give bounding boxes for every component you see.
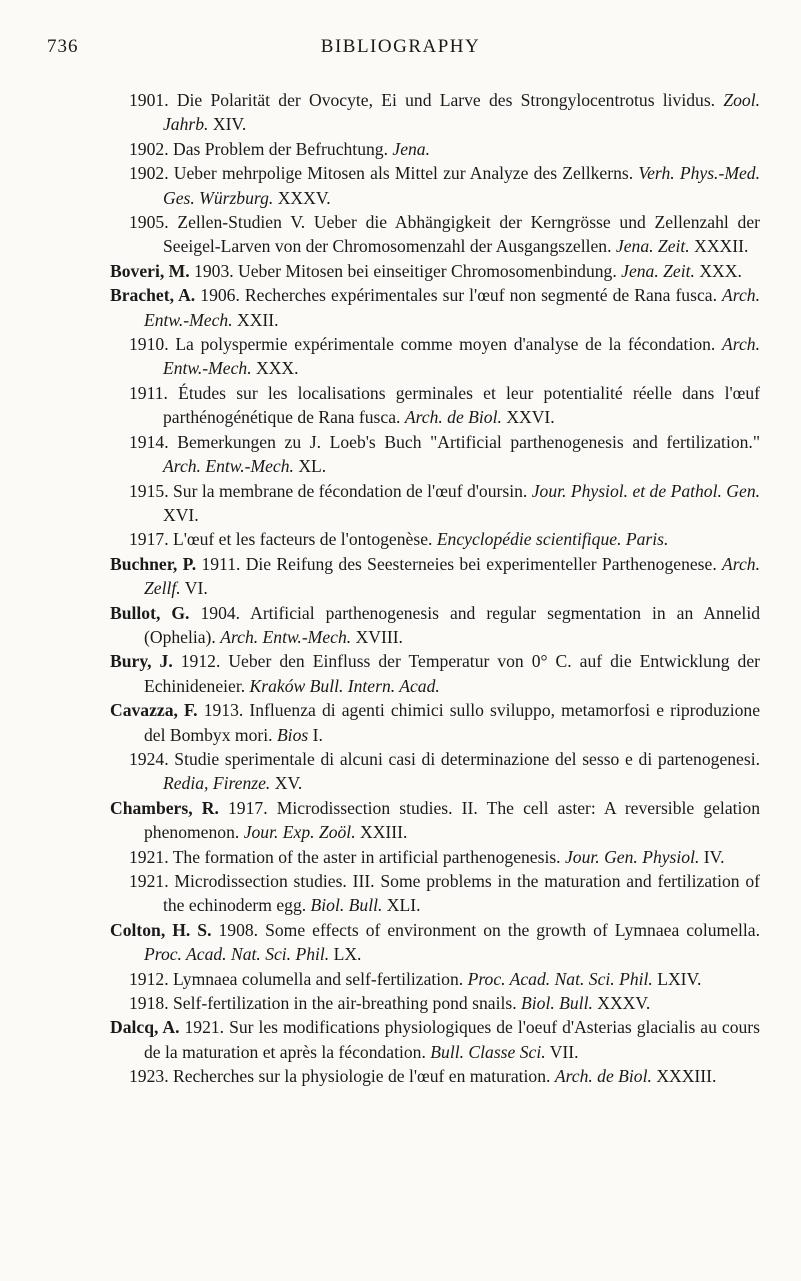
entry-year: 1905.	[129, 212, 169, 233]
entry-title: Influenza di agenti chimici sullo sviluppo, metamorfosi e riproduzione del Bombyx mori.	[144, 700, 761, 745]
entry-journal: Jena.	[392, 138, 431, 159]
entry-volume: LXIV.	[657, 968, 702, 989]
entry-journal: Biol. Bull.	[521, 993, 593, 1014]
entry-year: 1921.	[129, 846, 169, 867]
entry-volume: VI.	[184, 578, 208, 599]
entry-journal: Jena. Zeit.	[621, 260, 695, 281]
author-name: Brachet, A.	[110, 285, 196, 306]
entry-title: Sur la membrane de fécondation de l'œuf d'oursin.	[173, 480, 528, 501]
entry-journal: Arch. Entw.-Mech.	[220, 626, 352, 647]
entry-journal: Biol. Bull.	[310, 895, 383, 916]
entry-title: Études sur les localisations germinales et leur potentialité réelle dans l'œuf parthénogénétique de Rana fusca.	[163, 382, 760, 428]
entry-year: 1901.	[129, 90, 169, 110]
entry-volume: XXX.	[256, 358, 299, 379]
entry-year: 1913.	[203, 700, 244, 721]
entry-volume: XXII.	[237, 309, 279, 330]
entry-volume: IV.	[703, 846, 725, 867]
bibliography-entry	[129, 161, 760, 210]
entry-journal: Bull. Classe Sci.	[430, 1041, 546, 1062]
entry-year: 1923.	[129, 1066, 169, 1087]
entry-year: 1912.	[180, 651, 221, 672]
entry-volume: XXX.	[699, 260, 742, 281]
author-name: Boveri, M.	[110, 260, 190, 281]
entry-title: Recherches expérimentales sur l'œuf non segmenté de Rana fusca.	[244, 285, 717, 306]
entry-title: Bemerkungen zu J. Loeb's Buch "Artificial parthenogenesis and fertilization."	[177, 431, 761, 452]
entry-year: 1911.	[201, 553, 241, 574]
bibliography-entry	[129, 210, 760, 259]
entry-volume: VII.	[549, 1041, 579, 1062]
author-name: Bury, J.	[110, 651, 173, 672]
entry-journal: Verh. Phys.-Med. Ges. Würzburg.	[163, 163, 760, 208]
entry-journal: Zool. Jahrb.	[163, 90, 760, 135]
bibliography-list	[110, 88, 760, 1089]
entry-title: Recherches sur la physiologie de l'œuf en maturation.	[173, 1066, 551, 1087]
entry-year: 1906.	[200, 285, 240, 306]
entry-volume: XIV.	[212, 114, 247, 135]
entry-volume: XLI.	[386, 895, 421, 916]
bibliography-entry	[129, 332, 760, 381]
bibliography-entry	[110, 649, 760, 698]
entry-title: The formation of the aster in artificial parthenogenesis.	[172, 846, 561, 867]
author-name: Chambers, R.	[110, 797, 219, 818]
page-number: 736	[47, 36, 79, 57]
entry-journal: Kraków Bull. Intern. Acad.	[249, 675, 440, 696]
author-name: Colton, H. S.	[110, 919, 212, 940]
bibliography-entry	[129, 137, 760, 161]
bibliography-entry	[110, 259, 760, 283]
entry-year: 1912.	[129, 968, 169, 989]
entry-journal: Jour. Gen. Physiol.	[565, 846, 700, 867]
bibliography-entry	[110, 552, 760, 601]
bibliography-entry	[129, 967, 760, 991]
author-name: Bullot, G.	[110, 602, 190, 623]
entry-journal: Arch. Entw.-Mech.	[144, 285, 760, 330]
entry-year: 1915.	[129, 480, 169, 501]
entry-volume: I.	[312, 724, 323, 745]
entry-year: 1917.	[228, 797, 268, 818]
entry-volume: XXIII.	[360, 822, 408, 843]
entry-volume: XVI.	[163, 504, 199, 525]
entry-year: 1902.	[129, 163, 169, 184]
entry-volume: XXVI.	[506, 407, 555, 428]
entry-title: La polyspermie expérimentale comme moyen d'analyse de la fécondation.	[175, 334, 716, 355]
entry-title: Lymnaea columella and self-fertilization.	[173, 968, 464, 989]
entry-year: 1910.	[129, 334, 169, 355]
entry-year: 1921.	[184, 1017, 225, 1038]
entry-year: 1911.	[129, 382, 168, 403]
entry-title: Das Problem der Befruchtung.	[173, 138, 388, 159]
bibliography-entry	[129, 991, 760, 1015]
bibliography-entry	[129, 381, 760, 430]
entry-title: Ueber mehrpolige Mitosen als Mittel zur Analyze des Zellkerns.	[173, 163, 634, 184]
entry-year: 1917.	[129, 529, 169, 550]
entry-volume: LX.	[333, 944, 362, 965]
entry-title: L'œuf et les facteurs de l'ontogenèse.	[173, 529, 433, 550]
entry-title: Artificial parthenogenesis and regular segmentation in an Annelid (Ophelia).	[144, 602, 761, 647]
entry-title: Sur les modifications physiologiques de l'oeuf d'Asterias glacialis au cours de la maturation et après la fécondation.	[144, 1017, 760, 1062]
entry-journal: Proc. Acad. Nat. Sci. Phil.	[467, 968, 653, 989]
bibliography-entry	[110, 698, 760, 747]
entry-volume: XXXIII.	[656, 1066, 717, 1087]
entry-journal: Arch. de Biol.	[554, 1066, 652, 1087]
entry-year: 1918.	[129, 993, 169, 1014]
entry-volume: XXXV.	[597, 993, 651, 1014]
entry-journal: Redia, Firenze.	[163, 773, 271, 794]
entry-title: Self-fertilization in the air-breathing pond snails.	[173, 993, 517, 1014]
entry-title: Microdissection studies. II. The cell aster: A reversible gelation phenomenon.	[144, 797, 761, 843]
bibliography-entry	[129, 1064, 760, 1088]
bibliography-entry	[110, 1015, 760, 1064]
bibliography-entry	[110, 601, 760, 650]
entry-year: 1902.	[129, 138, 169, 159]
entry-title: Microdissection studies. III. Some problems in the maturation and fertilization of the echinoderm egg.	[163, 871, 760, 916]
entry-journal: Bios	[276, 724, 309, 745]
entry-title: Zellen-Studien V. Ueber die Abhängigkeit der Kerngrösse und Zellenzahl der Seeigel-Larven von der Chromosomenzahl der Ausgangszellen.	[163, 212, 760, 257]
entry-year: 1908.	[218, 919, 259, 940]
entry-journal: Arch. Entw.-Mech.	[163, 456, 294, 477]
entry-title: Ueber Mitosen bei einseitiger Chromosomenbindung.	[238, 260, 617, 281]
entry-journal: Arch. Zellf.	[144, 553, 760, 599]
bibliography-entry	[129, 845, 760, 869]
entry-year: 1914.	[129, 431, 169, 452]
bibliography-entry	[129, 430, 760, 479]
entry-year: 1921.	[129, 871, 169, 891]
bibliography-entry	[110, 283, 760, 332]
bibliography-entry	[129, 479, 760, 528]
author-name: Buchner, P.	[110, 553, 197, 574]
entry-year: 1904.	[200, 602, 241, 623]
entry-journal: Encyclopédie scientifique. Paris.	[436, 529, 669, 550]
entry-title: Some effects of environment on the growth of Lymnaea columella.	[265, 919, 761, 940]
author-name: Cavazza, F.	[110, 700, 198, 721]
running-head: BIBLIOGRAPHY	[320, 36, 481, 57]
entry-volume: XXXII.	[694, 236, 749, 257]
entry-title: Die Polarität der Ovocyte, Ei und Larve des Strongylocentrotus lividus.	[176, 90, 716, 110]
entry-title: Studie sperimentale di alcuni casi di determinazione del sesso e di partenogenesi.	[174, 748, 760, 769]
entry-journal: Arch. Entw.-Mech.	[163, 334, 760, 379]
author-name: Dalcq, A.	[110, 1017, 180, 1038]
entry-volume: XV.	[274, 773, 303, 794]
entry-journal: Proc. Acad. Nat. Sci. Phil.	[144, 944, 330, 965]
entry-volume: XVIII.	[355, 626, 403, 647]
bibliography-entry	[129, 869, 760, 918]
bibliography-entry	[110, 918, 760, 967]
bibliography-entry	[129, 747, 760, 796]
entry-journal: Jena. Zeit.	[615, 236, 690, 257]
entry-year: 1903.	[194, 260, 234, 281]
entry-volume: XXXV.	[277, 187, 331, 208]
entry-journal: Jour. Exp. Zoöl.	[243, 822, 356, 843]
entry-journal: Jour. Physiol. et de Pathol. Gen.	[531, 480, 761, 501]
entry-year: 1924.	[129, 748, 169, 769]
entry-title: Die Reifung des Seesterneies bei experimenteller Parthenogenese.	[245, 553, 717, 574]
bibliography-entry	[110, 796, 760, 845]
bibliography-entry	[129, 527, 760, 551]
bibliography-entry	[129, 88, 760, 137]
entry-volume: XL.	[298, 456, 327, 477]
entry-journal: Arch. de Biol.	[404, 407, 502, 428]
entry-title: Ueber den Einfluss der Temperatur von 0° C. auf die Entwicklung der Echinideneier.	[144, 651, 760, 696]
page-header	[0, 36, 801, 66]
